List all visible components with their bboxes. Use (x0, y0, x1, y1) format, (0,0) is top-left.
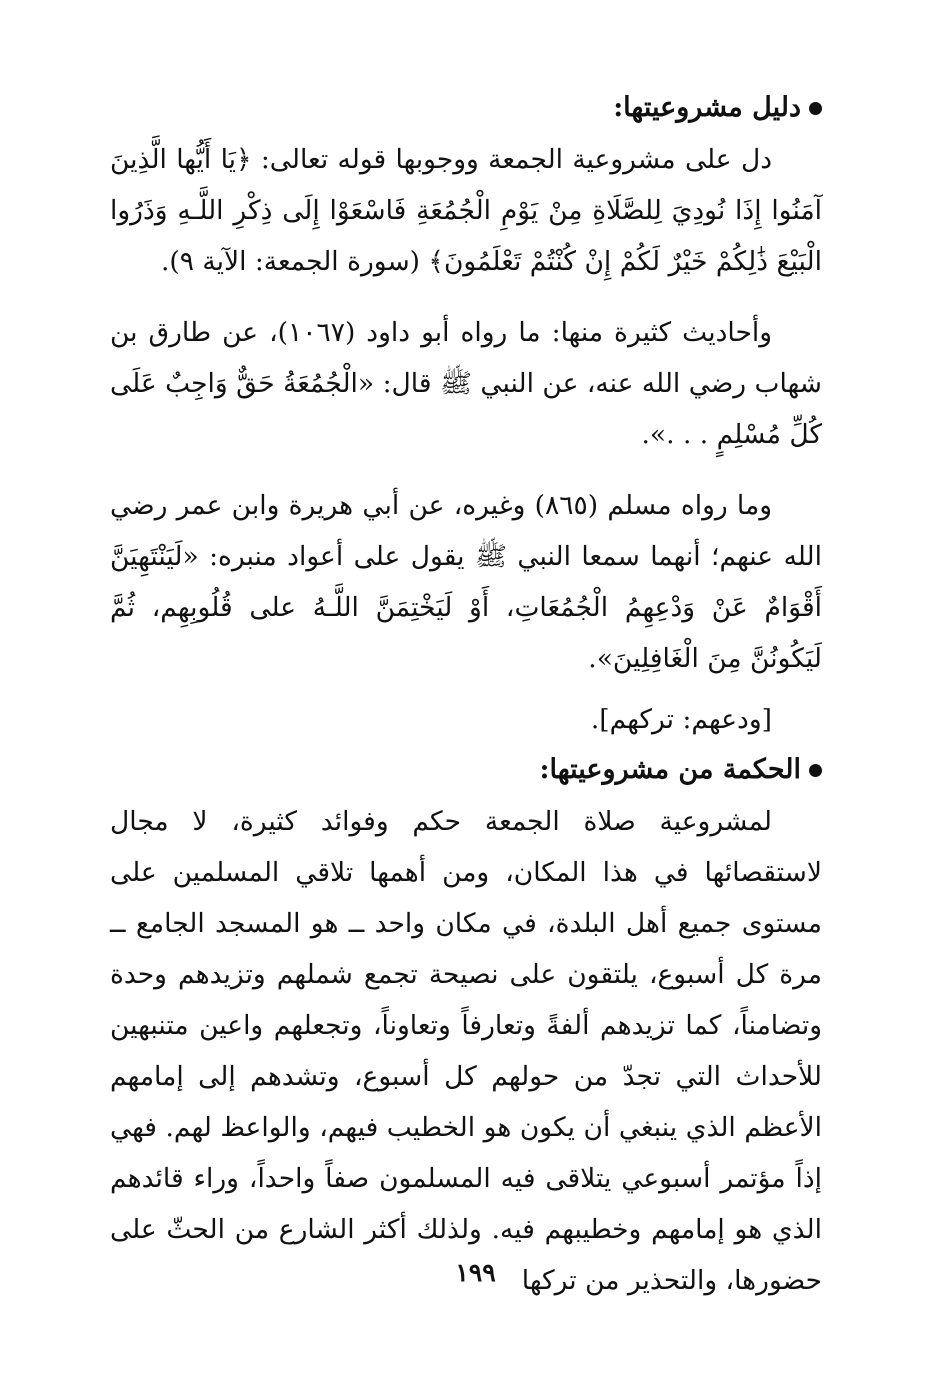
paragraph-hadith-abu-dawud: وأحاديث كثيرة منها: ما رواه أبو داود (١٠٦٧)، عن طارق بن شهاب رضي الله عنه، عن النبي ﷺ قال: «الْجُمُعَةُ حَقٌّ وَاجِبٌ عَلَى كُلِّ مُسْلِمٍ . . .». (110, 317, 822, 450)
paragraph-wisdom: لمشروعية صلاة الجمعة حكم وفوائد كثيرة، لا مجال لاستقصائها في هذا المكان، ومن أهمها تلاقي المسلمين على مستوى جميع أهل البلدة، في مكان واحد ــ هو المسجد الجامع ــ مرة كل أسبوع، يلتقون على نصيحة تجمع شملهم وتزيدهم وحدة وتضامناً، كما تزيدهم ألفةً وتعارفاً وتعاوناً، وتجعلهم واعين متنبهين للأحداث التي تجدّ من حولهم كل أسبوع، وتشدهم إلى إمامهم الأعظم الذي ينبغي أن يكون هو الخطيب فيهم، والواعظ لهم. فهي إذاً مؤتمر أسبوعي يتلاقى فيه المسلمون صفاً واحداً، وراء قائدهم الذي هو إمامهم وخطيبهم فيه. ولذلك أكثر الشارع من الحثّ على حضورها، والتحذير من تركها (110, 806, 822, 1296)
paragraph-hadith-muslim: وما رواه مسلم (٨٦٥) وغيره، عن أبي هريرة وابن عمر رضي الله عنهم؛ أنهما سمعا النبي ﷺ يقول على أعواد منبره: «لَيَنْتَهِيَنَّ أَقْوَامٌ عَنْ وَدْعِهِمُ الْجُمُعَاتِ، أَوْ لَيَخْتِمَنَّ اللَّـهُ على قُلُوبِهِم، ثُمَّ لَيَكُونُنَّ مِنَ الْغَافِلِينَ». (110, 490, 822, 674)
heading-text: الحكمة من مشروعيتها: (539, 754, 801, 785)
page-number: ١٩٩ (455, 1258, 496, 1287)
section-heading-legitimacy (110, 88, 822, 128)
bullet-icon (809, 764, 822, 777)
glossary-note: [ودعهم: تركهم]. (590, 704, 772, 735)
bullet-icon (809, 102, 822, 115)
paragraph-quran-evidence: دل على مشروعية الجمعة ووجوبها قوله تعالى: ﴿يَا أَيُّها الَّذِينَ آمَنُوا إِذَا نُودِيَ لِلصَّلَاةِ مِنْ يَوْمِ الْجُمُعَةِ فَاسْعَوْا إِلَى ذِكْرِ اللَّـهِ وَذَرُوا الْبَيْعَ ذَٰلِكُمْ خَيْرٌ لَكُمْ إِنْ كُنْتُمْ تَعْلَمُونَ﴾ (سورة الجمعة: الآية ٩). (110, 144, 822, 277)
page-body (110, 88, 822, 1326)
section-heading-wisdom (110, 750, 822, 790)
heading-text: دليل مشروعيتها: (613, 92, 801, 123)
